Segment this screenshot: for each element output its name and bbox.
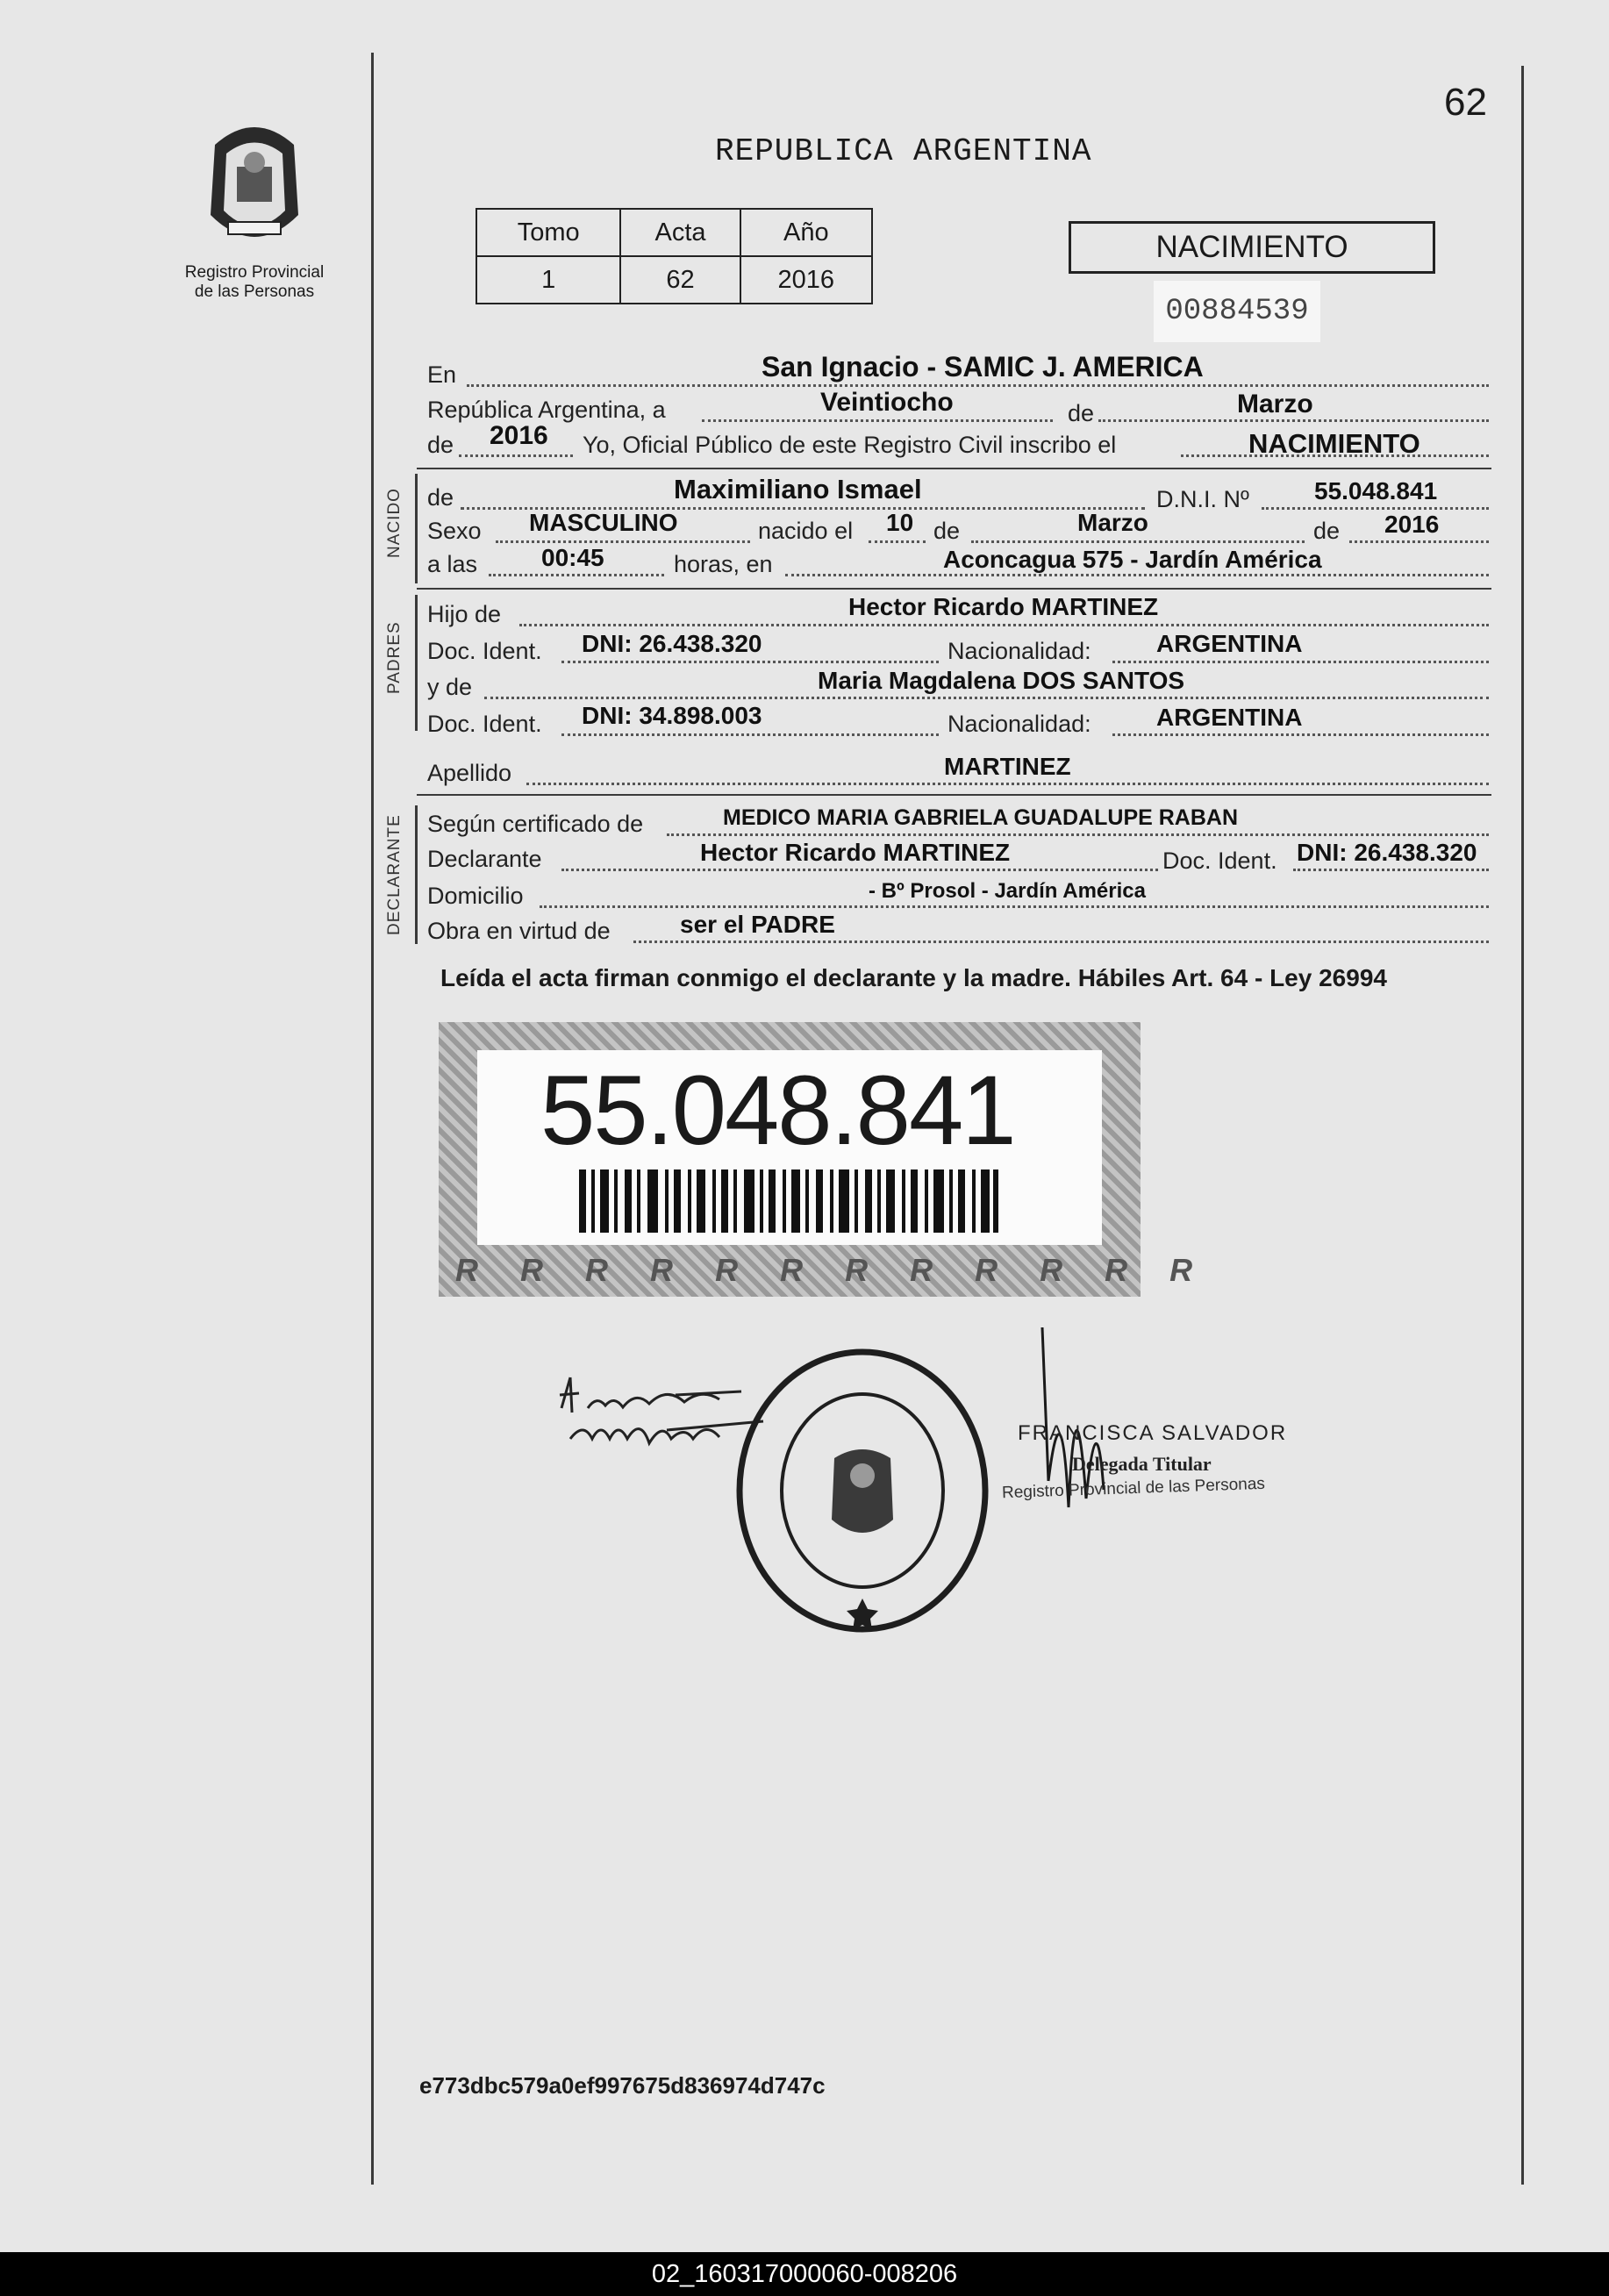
certificado-label: Según certificado de [427, 811, 644, 837]
dotted-line [1112, 733, 1489, 736]
de-label: de [427, 484, 454, 511]
sexo-value: MASCULINO [529, 509, 678, 536]
de-label: de [933, 518, 961, 544]
closing-text: Leída el acta firman conmigo el declarante y la madre. Hábiles Art. 64 - Ley 26994 [440, 964, 1387, 991]
official-org: Registro Provincial de las Personas [1001, 1474, 1266, 1503]
place-value: San Ignacio - SAMIC J. AMERICA [762, 351, 1204, 383]
official-name: FRANCISCA SALVADOR [1018, 1421, 1288, 1445]
watermark-letter: R [975, 1252, 998, 1288]
watermark-letter: R [715, 1252, 739, 1288]
dotted-line [1349, 540, 1489, 543]
footer-bar [0, 2252, 1609, 2296]
nacionalidad-label: Nacionalidad: [948, 638, 1091, 664]
dotted-line [869, 540, 926, 543]
section-bar [415, 595, 418, 731]
dotted-line [1262, 507, 1489, 510]
dotted-line [667, 833, 1489, 836]
watermark-letter: R [1105, 1252, 1128, 1288]
document-hash: e773dbc579a0ef997675d836974d747c [419, 2072, 826, 2099]
left-margin-line [371, 53, 374, 2185]
year-prefix: de [427, 432, 454, 458]
mother-doc: DNI: 34.898.003 [582, 702, 762, 729]
dotted-line [489, 574, 664, 576]
registry-name: Registro Provincial de las Personas [184, 263, 325, 301]
dni-label-sticker [439, 1022, 1193, 1297]
sexo-label: Sexo [427, 518, 482, 544]
doc-label: Doc. Ident. [427, 711, 542, 737]
mother-nationality: ARGENTINA [1156, 704, 1303, 731]
nacido-el-label: nacido el [758, 518, 854, 544]
dotted-line [702, 419, 1053, 422]
father-nationality: ARGENTINA [1156, 630, 1303, 657]
birth-year: 2016 [1384, 511, 1440, 538]
dni-label: D.N.I. Nº [1156, 486, 1249, 512]
table-header: Tomo [476, 209, 620, 256]
doc-label: Doc. Ident. [427, 638, 542, 664]
section-divider [417, 468, 1491, 469]
official-title: Delegada Titular [1072, 1453, 1212, 1475]
hijo-label: Hijo de [427, 601, 502, 627]
horas-label: horas, en [674, 551, 773, 577]
republica-label: República Argentina, a [427, 397, 666, 423]
yo-text: Yo, Oficial Público de este Registro Civil inscribo el [583, 432, 1117, 458]
birth-place: Aconcagua 575 - Jardín América [943, 546, 1322, 573]
birth-day: 10 [886, 509, 914, 536]
dotted-line [1112, 661, 1489, 663]
watermark-letter: R [910, 1252, 933, 1288]
section-bar [415, 805, 418, 944]
dotted-line [633, 941, 1489, 943]
apellido-label: Apellido [427, 760, 512, 786]
record-type-box: NACIMIENTO [1069, 221, 1435, 274]
record-table [476, 208, 873, 304]
obra-label: Obra en virtud de [427, 918, 611, 944]
watermark-letter: R [455, 1252, 478, 1288]
dotted-line [971, 540, 1305, 543]
dotted-line [540, 905, 1489, 908]
dni-number-large: 55.048.841 [540, 1055, 1015, 1165]
obra-value: ser el PADRE [680, 911, 835, 938]
barcode-icon [579, 1169, 1000, 1233]
de-label: de [1068, 400, 1095, 426]
dotted-line [561, 869, 1158, 871]
de-label: de [1313, 518, 1341, 544]
right-margin-line [1521, 66, 1524, 2185]
dotted-line [561, 661, 939, 663]
dotted-line [1098, 419, 1489, 422]
alas-label: a las [427, 551, 478, 577]
dotted-line [496, 540, 750, 543]
nacionalidad-label: Nacionalidad: [948, 711, 1091, 737]
watermark-strip [439, 1252, 1193, 1291]
declarante-doc: DNI: 26.438.320 [1297, 839, 1477, 866]
nacido-section-label: NACIDO [385, 488, 404, 558]
table-header: Acta [620, 209, 740, 256]
domicilio-value: - Bº Prosol - Jardín América [869, 879, 1146, 903]
document-title: REPUBLICA ARGENTINA [715, 133, 1092, 169]
dni-label-panel [477, 1050, 1102, 1245]
father-doc: DNI: 26.438.320 [582, 630, 762, 657]
domicilio-label: Domicilio [427, 883, 524, 909]
table-cell: 1 [476, 256, 620, 304]
serial-number: 00884539 [1154, 281, 1320, 342]
watermark-letter: R [1169, 1252, 1193, 1288]
official-stamp [731, 1344, 994, 1638]
birth-time: 00:45 [541, 544, 604, 571]
dotted-line [484, 697, 1489, 699]
registry-stamp-icon [731, 1344, 994, 1638]
declarante-section-label: DECLARANTE [385, 814, 404, 935]
table-cell: 2016 [740, 256, 872, 304]
declarante-label: Declarante [427, 846, 542, 872]
declarante-name: Hector Ricardo MARTINEZ [700, 839, 1011, 866]
act-value: NACIMIENTO [1248, 428, 1420, 459]
watermark-letter: R [585, 1252, 609, 1288]
birth-month: Marzo [1077, 509, 1148, 536]
footer-id: 02_160317000060-008206 [651, 2260, 958, 2288]
table-header: Año [740, 209, 872, 256]
mother-name: Maria Magdalena DOS SANTOS [818, 667, 1185, 694]
month-value: Marzo [1237, 390, 1313, 418]
child-dni: 55.048.841 [1314, 477, 1438, 504]
registry-emblem [175, 110, 333, 259]
doc-label: Doc. Ident. [1162, 848, 1277, 874]
father-name: Hector Ricardo MARTINEZ [848, 593, 1159, 620]
watermark-letter: R [520, 1252, 544, 1288]
dotted-line [785, 574, 1489, 576]
year-value: 2016 [490, 421, 548, 450]
watermark-letter: R [650, 1252, 674, 1288]
yde-label: y de [427, 674, 473, 700]
certificado-value: MEDICO MARIA GABRIELA GUADALUPE RABAN [723, 805, 1239, 830]
table-cell: 62 [620, 256, 740, 304]
section-divider [417, 588, 1491, 590]
en-label: En [427, 361, 457, 388]
dotted-line [526, 783, 1489, 785]
dotted-line [519, 624, 1489, 626]
misiones-seal-icon [175, 110, 333, 259]
section-divider [417, 794, 1491, 796]
watermark-letter: R [845, 1252, 869, 1288]
dotted-line [459, 454, 573, 457]
apellido-value: MARTINEZ [944, 753, 1071, 780]
page-number: 62 [1444, 81, 1487, 124]
dotted-line [467, 384, 1489, 387]
section-bar [415, 474, 418, 583]
dotted-line [561, 733, 939, 736]
watermark-letter: R [1040, 1252, 1063, 1288]
padres-section-label: PADRES [385, 621, 404, 694]
watermark-letter: R [780, 1252, 804, 1288]
day-words: Veintiocho [820, 388, 954, 417]
dotted-line [1293, 869, 1489, 871]
child-name: Maximiliano Ismael [674, 474, 922, 504]
